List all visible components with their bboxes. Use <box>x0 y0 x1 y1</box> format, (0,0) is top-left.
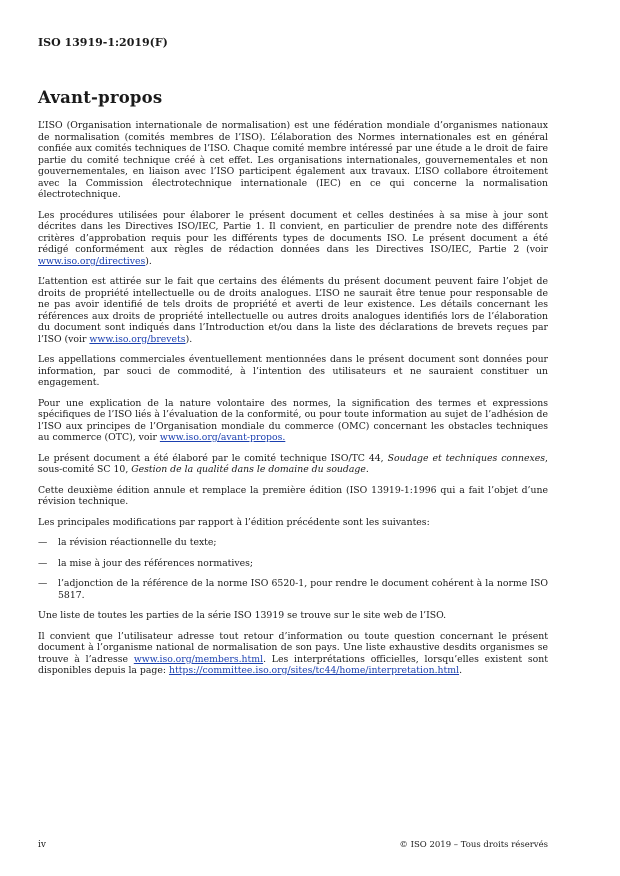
paragraph-edition: Cette deuxième édition annule et remplace la première édition (ISO 13919-1:1996 qui a fait l’objet d’une révision technique. <box>38 484 548 507</box>
dash-bullet: — <box>38 557 48 569</box>
paragraph-series-list: Une liste de toutes les parties de la série ISO 13919 se trouve sur le site web de l’ISO. <box>38 610 447 621</box>
paragraph-voluntary-nature <box>38 398 548 444</box>
committee-title: Soudage et techniques connexes <box>387 452 546 464</box>
paragraph-procedures-text: Les procédures utilisées pour élaborer le présent document et celles destinées à sa mise à jour sont décrites dans les Directives ISO/IEC, Partie 1. Il convient, en particulier de prendre note des différents critères d’approbation requis pour les différents types de documents ISO. Le présent document a été rédigé conformément aux règles de rédaction données dans les Directives ISO/IEC, Partie 2 (voir <box>38 209 548 255</box>
interpretation-link[interactable]: https://committee.iso.org/sites/tc44/home/interpretation.html <box>168 665 460 676</box>
list-item-text: l’adjonction de la référence de la norme ISO 6520-1, pour rendre le document cohérent à la norme ISO 5817. <box>58 578 548 601</box>
dash-bullet: — <box>38 578 48 589</box>
paragraph-changes-intro: Les principales modifications par rapport à l’édition précédente sont les suivantes: <box>38 516 430 528</box>
paragraph-feedback-text3: . <box>459 665 463 676</box>
dash-bullet: — <box>38 537 48 548</box>
patents-link[interactable]: www.iso.org/brevets <box>89 333 186 345</box>
copyright-notice: © ISO 2019 – Tous droits réservés <box>399 840 548 850</box>
list-item <box>38 558 548 570</box>
paragraph-committee-text1: Le présent document a été élaboré par le comité technique ISO/TC 44, <box>38 452 388 464</box>
paragraph-feedback-text2: . Les interprétations officielles, lorsqu’elles existent sont disponibles depuis la page: <box>38 653 548 676</box>
list-item-text: la mise à jour des références normatives; <box>58 557 254 569</box>
paragraph-voluntary-text: Pour une explication de la nature volontaire des normes, la signification des termes et expressions spécifiques de l’ISO liés à l’évaluation de la conformité, ou pour toute information au sujet de l’adhésion de l’ISO aux principes de l’Organisation mondiale du commerce (OMC) concernant les obstacles techniques au commerce (OTC), voir <box>38 397 548 443</box>
document-reference: ISO 13919-1:2019(F) <box>38 36 168 49</box>
paragraph-committee <box>38 453 548 476</box>
page-title: Avant-propos <box>38 88 163 107</box>
paragraph-committee-text3: . <box>365 464 369 475</box>
foreword-link[interactable]: www.iso.org/avant-propos. <box>159 432 286 443</box>
list-item <box>38 537 548 549</box>
paragraph-patents-tail: ). <box>185 333 193 345</box>
paragraph-patents-text: L’attention est attirée sur le fait que certains des éléments du présent document peuvent faire l’objet de droits de propriété intellectuelle ou de droits analogues. L’ISO ne saurait être tenue pour responsable de ne pas avoir identifié de tels droits de propriété et averti de leur existence. Les détails concernant les références aux droits de propriété intellectuelle ou autres droits analogues identifiés lors de l’élaboration du document sont indiqués dans l’Introduction et/ou dans la liste des déclarations de brevets reçues par l’ISO (voir <box>38 276 548 345</box>
foreword-body <box>38 120 548 686</box>
paragraph-trade-names: Les appellations commerciales éventuellement mentionnées dans le présent document sont données pour information, par souci de commodité, à l’intention des utilisateurs et ne sauraient constituer un engagement. <box>38 354 548 388</box>
list-item-text: la révision réactionnelle du texte; <box>58 537 217 548</box>
paragraph-feedback-text1: Il convient que l’utilisateur adresse tout retour d’information ou toute question concernant le présent document à l’organisme national de normalisation de son pays. Une liste exhaustive desdits organismes se trouve à l’adresse <box>38 630 548 665</box>
subcommittee-title: Gestion de la qualité dans le domaine du soudage <box>131 464 366 475</box>
directives-link[interactable]: www.iso.org/directives <box>38 255 146 267</box>
list-item <box>38 578 548 601</box>
page-number: iv <box>38 840 46 850</box>
paragraph-feedback <box>38 631 548 677</box>
paragraph-procedures <box>38 210 548 268</box>
paragraph-iso-intro: L’ISO (Organisation internationale de normalisation) est une fédération mondiale d’organismes nationaux de normalisation (comités membres de l’ISO). L’élaboration des Normes internationales est en général confiée aux comités techniques de l’ISO. Chaque comité membre intéressé par une étude a le droit de faire partie du comité technique créé à cet effet. Les organisations internationales, gouvernementales et non gouvernementales, en liaison avec l’ISO participent également aux travaux. L’ISO collabore étroitement avec la Commission électrotechnique internationale (IEC) en ce qui concerne la normalisation électrotechnique. <box>38 120 548 200</box>
members-link[interactable]: www.iso.org/members.html <box>133 653 264 665</box>
paragraph-patents <box>38 276 548 345</box>
paragraph-procedures-tail: ). <box>145 255 152 267</box>
paragraph-committee-text2: , sous-comité SC 10, <box>38 452 548 475</box>
